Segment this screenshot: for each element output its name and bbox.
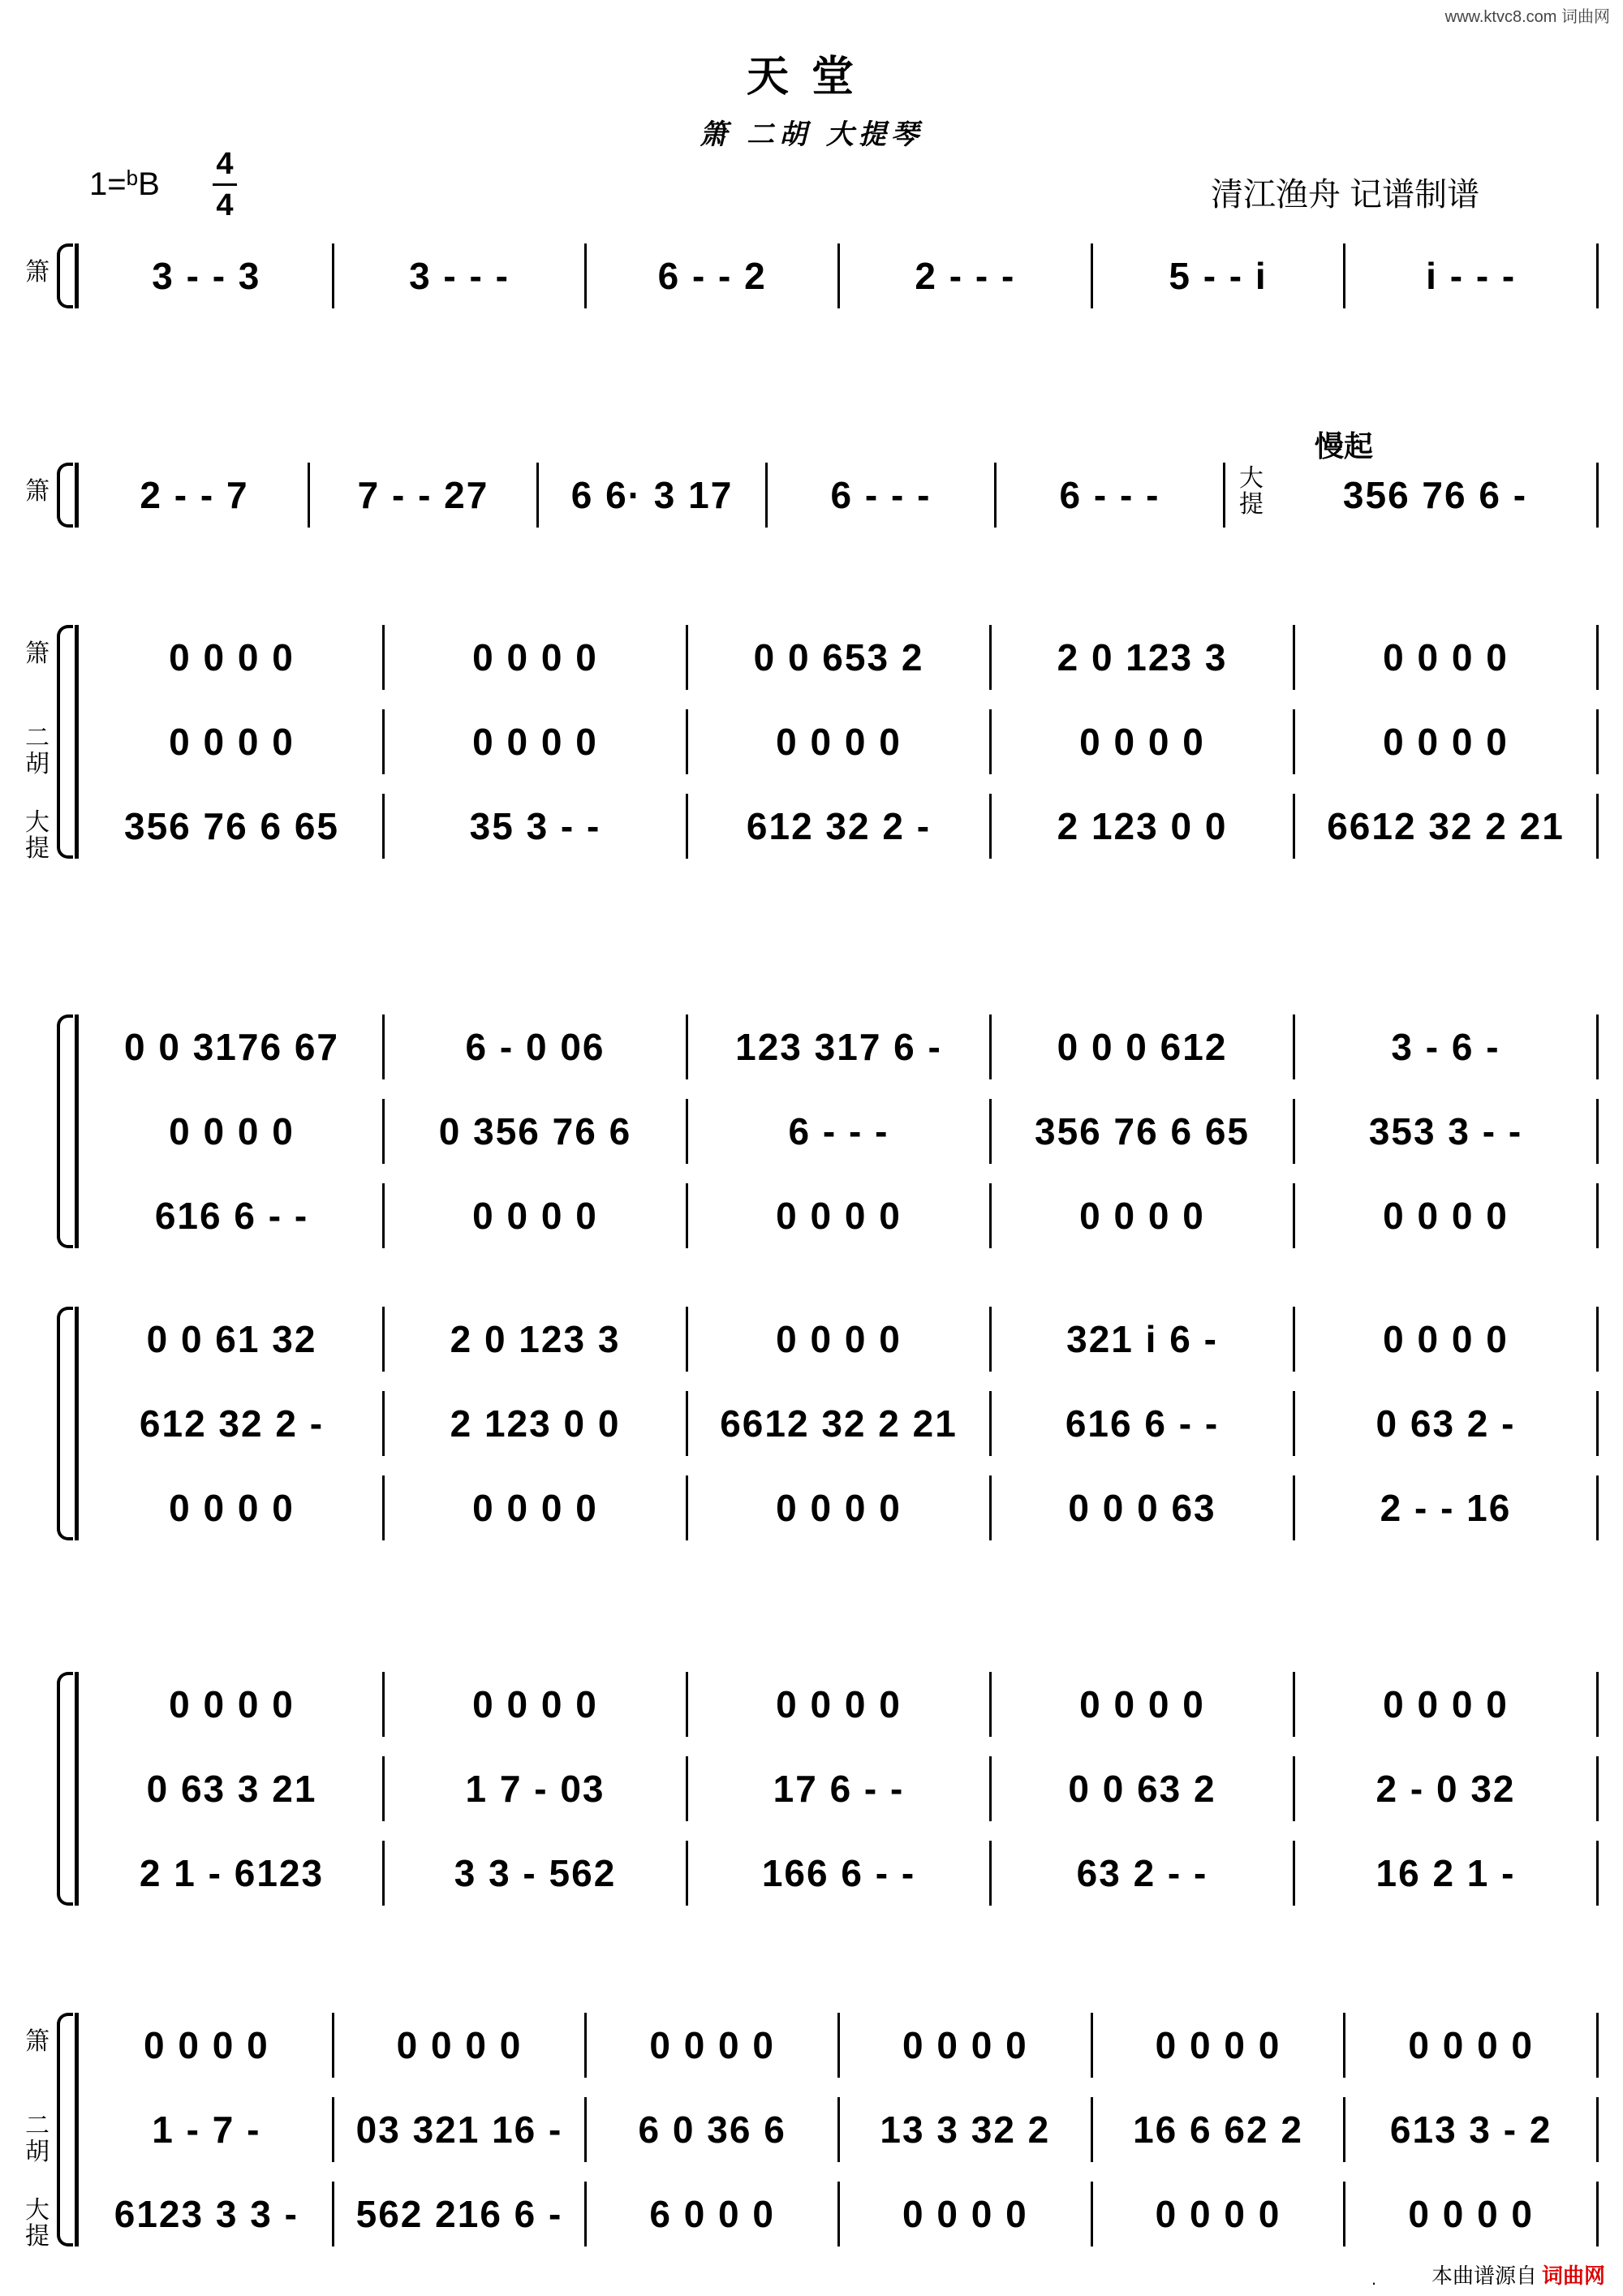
measure-row: [81, 2182, 1599, 2246]
measure: 0 0 63 2: [992, 1756, 1295, 1821]
measure: 1 - 7 -: [81, 2097, 334, 2162]
measure: 123 317 6 -: [688, 1014, 992, 1079]
measure: 63 2 - -: [992, 1841, 1295, 1906]
system-bracket: [57, 1672, 73, 1906]
measure: 3 - - 3: [81, 243, 334, 308]
measure: 353 3 - -: [1295, 1099, 1599, 1164]
measure: 0 0 0 0: [1345, 2013, 1599, 2078]
staff-line: [81, 1841, 1599, 1906]
key-note: B: [138, 166, 160, 202]
measure-row: [81, 1391, 1599, 1456]
measure: 0 0 0 0: [81, 2013, 334, 2078]
measure: 0 0 0 0: [81, 1475, 385, 1540]
measure: 356 76 6 65: [992, 1099, 1295, 1164]
score-system: [0, 429, 1623, 528]
measure: 3 3 - 562: [385, 1841, 688, 1906]
score-system: [0, 1672, 1623, 1906]
measure-row: [81, 1183, 1599, 1248]
measure: 0 0 3176 67: [81, 1014, 385, 1079]
system-barline-start: [75, 2013, 79, 2246]
time-signature-bottom: 4: [216, 188, 234, 222]
measure: 356 76 6 -: [1274, 463, 1599, 528]
measure: 0 0 0 0: [385, 709, 688, 774]
measure: 2 - - 7: [81, 463, 310, 528]
measure: 3 - - -: [334, 243, 588, 308]
instrument-label: 箫: [25, 640, 50, 668]
footer-credit: [1431, 2259, 1605, 2290]
measure: 0 0 0 0: [587, 2013, 840, 2078]
measure: 2 - 0 32: [1295, 1756, 1599, 1821]
system-bracket: [57, 463, 73, 528]
measure: 03 321 16 -: [334, 2097, 588, 2162]
measure: 0 0 0 63: [992, 1475, 1295, 1540]
measure: 17 6 - -: [688, 1756, 992, 1821]
system-barline-start: [75, 463, 79, 528]
system-bracket: [57, 1307, 73, 1540]
measure-row: [81, 709, 1599, 774]
staff-line: [81, 1391, 1599, 1456]
system-barline-start: [75, 1307, 79, 1540]
measure: 5 - - i: [1093, 243, 1346, 308]
staff-line: [81, 1014, 1599, 1079]
tempo-mark: 慢起: [1315, 429, 1374, 463]
footer-source: 本曲谱源自: [1431, 2264, 1537, 2288]
measure: 0 356 76 6: [385, 1099, 688, 1164]
measure: 0 0 0 0: [385, 1475, 688, 1540]
measure-row: [81, 1841, 1599, 1906]
measure-row: [81, 1014, 1599, 1079]
measure: 321 i 6 -: [992, 1307, 1295, 1372]
instrument-label: 大提: [25, 2196, 50, 2251]
staff-line: [81, 243, 1599, 308]
measure: 2 - - 16: [1295, 1475, 1599, 1540]
measure: 612 32 2 -: [688, 794, 992, 859]
measure: 2 0 123 3: [385, 1307, 688, 1372]
staff-line: [81, 794, 1599, 859]
staff-line: [81, 2013, 1599, 2078]
measure: 0 0 0 0: [81, 625, 385, 690]
staff-line: [81, 1183, 1599, 1248]
measure: 3 - 6 -: [1295, 1014, 1599, 1079]
measure: 0 0 0 0: [688, 1183, 992, 1248]
site-watermark: www.ktvc8.com 词曲网: [1444, 8, 1610, 26]
measure: 0 0 0 0: [688, 1307, 992, 1372]
measure: 2 1 - 6123: [81, 1841, 385, 1906]
staff-line: [81, 1756, 1599, 1821]
measure: 0 0 0 0: [840, 2013, 1093, 2078]
system-bracket: [57, 625, 73, 859]
measure: 16 2 1 -: [1295, 1841, 1599, 1906]
measure: 16 6 62 2: [1093, 2097, 1346, 2162]
measure: 6612 32 2 21: [688, 1391, 992, 1456]
measure: 616 6 - -: [992, 1391, 1295, 1456]
system-barline-start: [75, 1672, 79, 1906]
score-system: [0, 625, 1623, 863]
score-system: [0, 243, 1623, 308]
measure: 356 76 6 65: [81, 794, 385, 859]
measure-row: [81, 794, 1599, 859]
measure: 612 32 2 -: [81, 1391, 385, 1456]
flat-sign: b: [126, 166, 139, 190]
measure-row: [81, 2097, 1599, 2162]
measure: 0 0 0 0: [688, 709, 992, 774]
instrument-label: 箫: [25, 2027, 50, 2056]
measure: 0 0 0 0: [385, 625, 688, 690]
time-signature-bar: [213, 183, 237, 186]
measure: 0 0 0 0: [688, 1672, 992, 1737]
staff-line: [81, 2182, 1599, 2246]
footer-brand: 词曲网: [1541, 2264, 1605, 2288]
measure: 0 0 0 612: [992, 1014, 1295, 1079]
measure: 0 0 0 0: [385, 1672, 688, 1737]
measure-row: [81, 1099, 1599, 1164]
score-system: [0, 2013, 1623, 2251]
measure: 0 0 653 2: [688, 625, 992, 690]
measure: 0 0 0 0: [81, 709, 385, 774]
measure: 0 0 61 32: [81, 1307, 385, 1372]
measure: i - - -: [1345, 243, 1599, 308]
instrument-label: 箫: [25, 258, 50, 286]
measure: 0 0 0 0: [334, 2013, 588, 2078]
staff-line: [1274, 463, 1599, 528]
transcriber-credit: 清江渔舟 记谱制谱: [1211, 177, 1480, 213]
measure: 6123 3 3 -: [81, 2182, 334, 2246]
staff-line: [81, 1475, 1599, 1540]
staff-line: [81, 1099, 1599, 1164]
instrument-label: 大提: [1239, 464, 1264, 519]
measure: 2 0 123 3: [992, 625, 1295, 690]
instrument-label: 二胡: [25, 724, 50, 778]
measure: 6 0 0 0: [587, 2182, 840, 2246]
measure: 6612 32 2 21: [1295, 794, 1599, 859]
measure: 0 63 2 -: [1295, 1391, 1599, 1456]
staff-line: [81, 2097, 1599, 2162]
measure-row: [81, 1307, 1599, 1372]
score-subtitle: 箫 二胡 大提琴: [700, 118, 923, 151]
measure: 2 123 0 0: [992, 794, 1295, 859]
measure: 0 0 0 0: [81, 1099, 385, 1164]
measure-row: [81, 463, 1225, 528]
measure-row: [81, 1756, 1599, 1821]
instrument-label: 箫: [25, 477, 50, 506]
measure: 0 0 0 0: [1093, 2013, 1346, 2078]
measure: 562 216 6 -: [334, 2182, 588, 2246]
measure: 0 0 0 0: [1295, 625, 1599, 690]
measure: 6 - 0 06: [385, 1014, 688, 1079]
staff-line: [81, 1307, 1599, 1372]
measure-row: [81, 1672, 1599, 1737]
measure: 6 - - -: [768, 463, 997, 528]
measure: 35 3 - -: [385, 794, 688, 859]
staff-line: [81, 463, 1225, 528]
measure: 2 123 0 0: [385, 1391, 688, 1456]
measure: 613 3 - 2: [1345, 2097, 1599, 2162]
staff-line: [81, 709, 1599, 774]
measure: 6 - - 2: [587, 243, 840, 308]
score-system: [0, 1307, 1623, 1540]
staff-line: [81, 1672, 1599, 1737]
measure: 166 6 - -: [688, 1841, 992, 1906]
time-signature-top: 4: [216, 147, 234, 181]
measure: 0 0 0 0: [1295, 1307, 1599, 1372]
instrument-label: 二胡: [25, 2112, 50, 2166]
system-bracket: [57, 2013, 73, 2246]
key-prefix: 1=: [89, 166, 127, 202]
system-bracket: [57, 1014, 73, 1248]
measure: 6 0 36 6: [587, 2097, 840, 2162]
measure: 0 0 0 0: [992, 1672, 1295, 1737]
measure: 1 7 - 03: [385, 1756, 688, 1821]
time-signature: [213, 146, 237, 223]
measure: 0 0 0 0: [1295, 709, 1599, 774]
system-barline-start: [75, 243, 79, 308]
measure: 0 0 0 0: [840, 2182, 1093, 2246]
measure: 0 63 3 21: [81, 1756, 385, 1821]
score-system: [0, 1014, 1623, 1248]
instrument-label: 大提: [25, 808, 50, 863]
measure: 6 - - -: [997, 463, 1225, 528]
measure: 13 3 32 2: [840, 2097, 1093, 2162]
measure: 2 - - -: [840, 243, 1093, 308]
measure: 0 0 0 0: [81, 1672, 385, 1737]
measure-row: [81, 625, 1599, 690]
measure-row: [81, 1475, 1599, 1540]
system-barline-start: [75, 1014, 79, 1248]
measure: 0 0 0 0: [1295, 1183, 1599, 1248]
measure: 0 0 0 0: [1093, 2182, 1346, 2246]
measure: 0 0 0 0: [1295, 1672, 1599, 1737]
measure-row: [81, 2013, 1599, 2078]
measure: 0 0 0 0: [992, 709, 1295, 774]
measure: 6 - - -: [688, 1099, 992, 1164]
measure: 0 0 0 0: [992, 1183, 1295, 1248]
corner-mark: .: [1371, 2268, 1377, 2289]
measure: 0 0 0 0: [688, 1475, 992, 1540]
score-title: 天堂: [746, 52, 876, 101]
measure: 7 - - 27: [310, 463, 539, 528]
staff-line: [81, 625, 1599, 690]
measure: 0 0 0 0: [1345, 2182, 1599, 2246]
system-bracket: [57, 243, 73, 308]
measure: 616 6 - -: [81, 1183, 385, 1248]
measure: 0 0 0 0: [385, 1183, 688, 1248]
measure-row: [1274, 463, 1599, 528]
system-barline-start: [75, 625, 79, 859]
measure: 6 6· 3 17: [539, 463, 768, 528]
key-signature: [89, 166, 160, 203]
measure-row: [81, 243, 1599, 308]
